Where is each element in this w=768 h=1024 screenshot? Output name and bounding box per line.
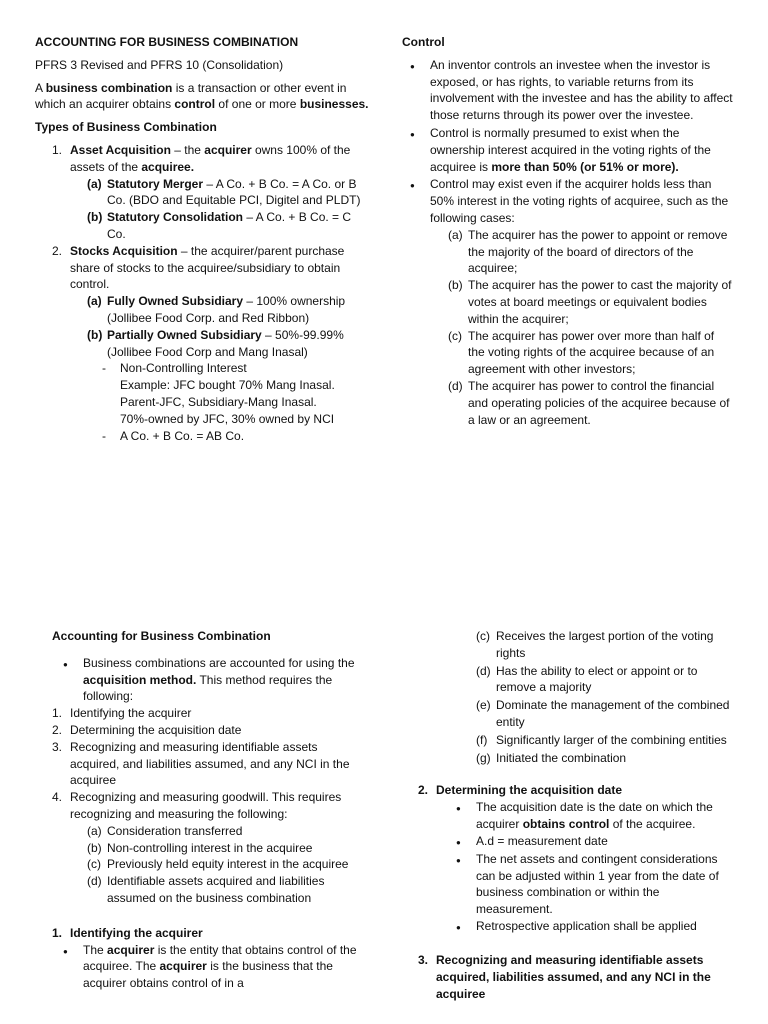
acquisition-date-heading: 2. Determining the acquisition date — [418, 783, 623, 798]
step-item: 4. Recognizing and measuring goodwill. This requires recognizing and measuring the following: — [52, 790, 342, 821]
bullet-icon — [402, 57, 430, 124]
date-bullet: ● Retrospective application shall be applied — [448, 918, 734, 936]
section-heading: Accounting for Business Combination — [52, 629, 271, 643]
document-title: ACCOUNTING FOR BUSINESS COMBINATION — [35, 35, 299, 49]
date-bullet: ● The net assets and contingent considerations can be adjusted within 1 year from the date of business combination or within the measurement. — [448, 851, 734, 918]
indicator-item: (e) Dominate the management of the combined entity — [476, 698, 730, 729]
control-heading: Control — [402, 35, 445, 49]
formula-item: - A Co. + B Co. = AB Co. — [102, 428, 245, 443]
statutory-consolidation-item: (b) Statutory Consolidation – A Co. + B Co. = C Co. — [87, 210, 352, 241]
bottom-right-column — [418, 628, 734, 1002]
goodwill-item: (b) Non-controlling interest in the acquiree — [87, 840, 313, 855]
acquisition-date-bullets — [418, 799, 734, 936]
types-heading: Types of Business Combination — [35, 120, 217, 135]
fully-owned-subsidiary-item: (a) Fully Owned Subsidiary – 100% ownership (Jollibee Food Corp. and Red Ribbon) — [87, 294, 346, 325]
control-bullet-2: ● Control is normally presumed to exist when the ownership interest acquired in the voting rights of the acquiree is more than 50% (or 51% or more). — [402, 125, 734, 175]
partially-owned-subsidiary-item: (b) Partially Owned Subsidiary – 50%-99.99% (Jollibee Food Corp and Mang Inasal) — [87, 327, 344, 359]
goodwill-item: (c) Previously held equity interest in the acquiree — [87, 857, 349, 872]
bullet-icon — [448, 851, 476, 918]
date-bullet: ● The acquisition date is the date on which the acquirer obtains control of the acquiree. — [448, 799, 734, 833]
identifying-acquirer-bullet: ● The acquirer is the entity that obtains control of the acquiree. The acquirer is the business that the acquirer obtains control of in a — [52, 942, 370, 992]
control-bullet-1: ● An inventor controls an investee when the investor is exposed, or has rights, to variable returns from its involvement with the investee and has the ability to affect those returns through its power over the investee. — [402, 57, 734, 124]
bullet-icon — [55, 655, 83, 705]
standards-subtitle: PFRS 3 Revised and PFRS 10 (Consolidation) — [35, 57, 284, 72]
statutory-merger-item: (a) Statutory Merger – A Co. + B Co. = A Co. or B Co. (BDO and Equitable PCI, Digitel and PLDT) — [87, 176, 361, 208]
stocks-acquisition-item: 2. Stocks Acquisition – the acquirer/parent purchase share of stocks to the acquiree/subsidiary to obtain control. — [52, 243, 345, 292]
acquisition-method-bullet: ● Business combinations are accounted for using the acquisition method. This method requires the following: — [52, 655, 370, 705]
bullet-icon — [448, 799, 476, 833]
control-case: (d) The acquirer has power to control the financial and operating policies of the acquiree because of a law or an agreement. — [448, 378, 730, 427]
indicator-item: (d) Has the ability to elect or appoint or to remove a majority — [476, 663, 698, 695]
step-item: 3. Recognizing and measuring identifiable assets acquired, and liabilities assumed, and any NCI in the acquiree — [52, 739, 350, 788]
indicator-item: (g) Initiated the combination — [476, 750, 627, 765]
control-bullet-3: ● Control may exist even if the acquirer holds less than 50% interest in the voting rights of acquiree, such as the following cases: (a) The acquirer has the power to appoint or remove the majority of the board of directors of the acquiree; (b) The acquirer has the power to cast the majority of votes at board meetings or equivalent bodies within the acquirer; (c) The acquirer has power over more than half of the voting rights of the acquiree because of an agreement with other investors; (d) The acquirer has power to control the financial and operating policies of the acquiree because of a law or an agreement. — [402, 176, 734, 428]
top-left-column — [35, 34, 370, 444]
bullet-icon — [448, 833, 476, 851]
goodwill-items-list — [52, 823, 370, 907]
step-item: 1. Identifying the acquirer — [52, 706, 192, 721]
business-combination-definition: A business combination is a transaction or other event in which an acquirer obtains control of one or more businesses. — [35, 80, 369, 112]
acquisition-steps-list — [52, 705, 370, 907]
bullet-icon — [448, 918, 476, 936]
goodwill-item: (a) Consideration transferred — [87, 823, 243, 838]
indicator-item: (c) Receives the largest portion of the voting rights — [476, 629, 714, 660]
recognizing-heading: 3. Recognizing and measuring identifiable assets acquired, liabilities assumed, and any NCI in the acquiree — [418, 952, 711, 1001]
date-bullet: ● A.d = measurement date — [448, 833, 734, 851]
indicator-item: (f) Significantly larger of the combining entities — [476, 732, 727, 747]
nci-item: - Non-Controlling Interest Example: JFC bought 70% Mang Inasal. Parent-JFC, Subsidiary-Mang Inasal. 70%-owned by JFC, 30% owned by NCI — [102, 361, 335, 426]
asset-acquisition-item: 1. Asset Acquisition – the acquirer owns 100% of the assets of the acquiree. — [52, 142, 351, 174]
identifying-acquirer-heading: 1. Identifying the acquirer — [52, 925, 203, 940]
goodwill-item: (d) Identifiable assets acquired and liabilities assumed on the business combination — [87, 874, 325, 905]
acquirer-indicators-list — [418, 628, 734, 766]
control-case: (b) The acquirer has the power to cast the majority of votes at board meetings or equivalent bodies within the acquirer; — [448, 278, 732, 326]
bullet-icon — [402, 125, 430, 175]
control-cases-list — [430, 227, 734, 429]
bullet-icon — [402, 176, 430, 428]
step-item: 2. Determining the acquisition date — [52, 722, 242, 737]
bullet-icon — [55, 942, 83, 992]
bottom-left-column — [52, 628, 370, 992]
control-case: (c) The acquirer has power over more than half of the voting rights of the acquiree because of an agreement with other investors; — [448, 328, 715, 377]
control-case: (a) The acquirer has the power to appoint or remove the majority of the board of directors of the acquiree; — [448, 227, 728, 276]
top-right-column — [402, 34, 734, 428]
